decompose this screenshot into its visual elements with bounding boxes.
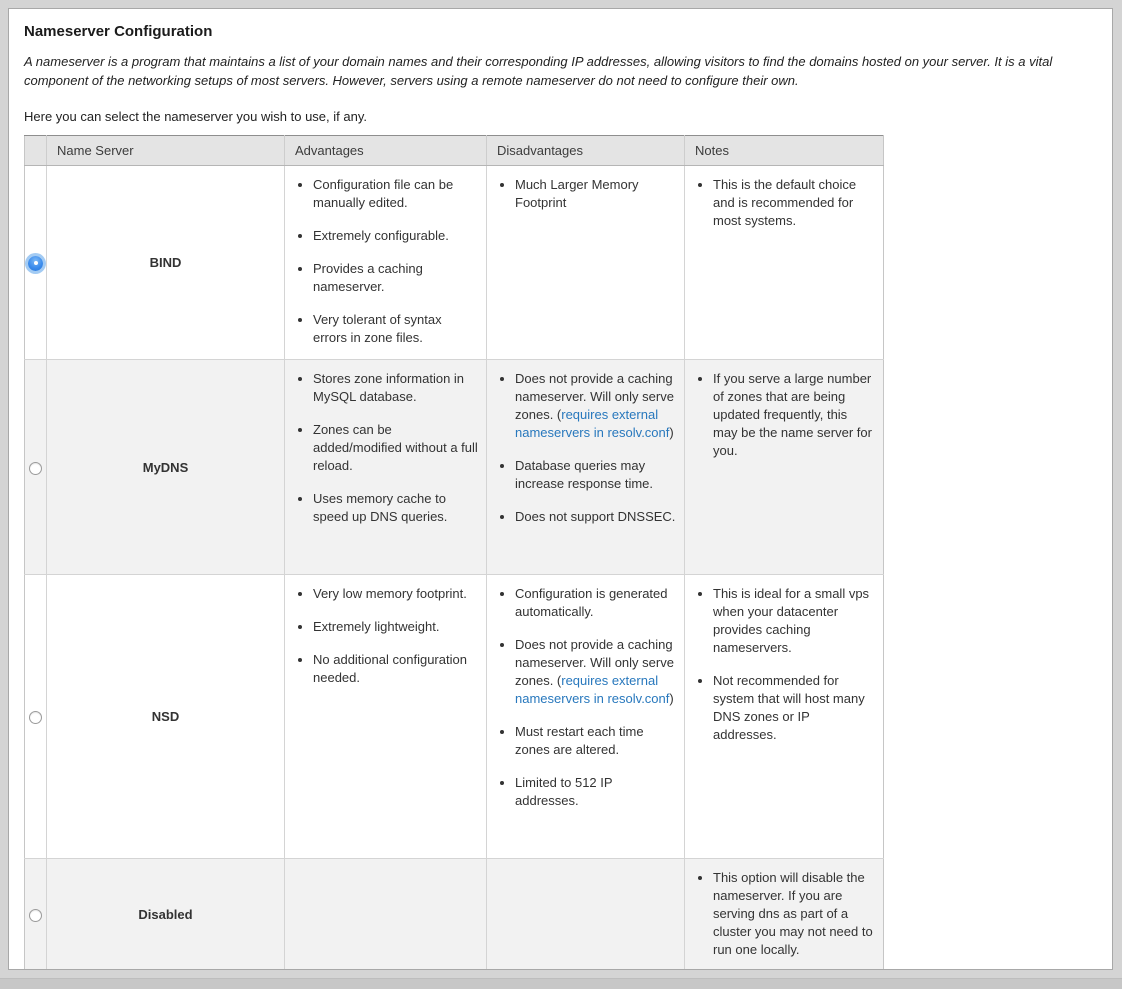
header-radio-column bbox=[25, 136, 47, 166]
advantages-cell bbox=[285, 575, 487, 859]
nameserver-table-body bbox=[25, 166, 884, 971]
resolv-conf-link[interactable]: requires external nameservers in resolv.conf bbox=[515, 673, 670, 706]
table-row bbox=[25, 575, 884, 859]
list-item: • Stores zone information in MySQL database. bbox=[313, 370, 478, 406]
list-item: • Configuration file can be manually edited. bbox=[313, 176, 478, 212]
list-item: • Must restart each time zones are altered. bbox=[515, 723, 676, 759]
notes-list bbox=[695, 869, 875, 959]
notes-cell bbox=[685, 360, 884, 575]
advantages-list bbox=[295, 585, 478, 687]
notes-list bbox=[695, 370, 875, 460]
list-item: • Very low memory footprint. bbox=[313, 585, 478, 603]
disadvantages-cell bbox=[487, 166, 685, 360]
radio-disabled[interactable] bbox=[29, 909, 42, 922]
list-item: • This is the default choice and is recommended for most systems. bbox=[713, 176, 875, 230]
advantages-list bbox=[295, 370, 478, 526]
disadvantages-list bbox=[497, 585, 676, 810]
list-item: • No additional configuration needed. bbox=[313, 651, 478, 687]
resolv-conf-link[interactable]: requires external nameservers in resolv.conf bbox=[515, 407, 670, 440]
list-item: • Database queries may increase response time. bbox=[515, 457, 676, 493]
disadvantages-cell bbox=[487, 859, 685, 971]
content-panel bbox=[8, 8, 1113, 970]
list-item: • Much Larger Memory Footprint bbox=[515, 176, 676, 212]
page-instruction: Here you can select the nameserver you wish to use, if any. bbox=[24, 109, 367, 124]
list-item: • Zones can be added/modified without a full reload. bbox=[313, 421, 478, 475]
list-item: • Does not support DNSSEC. bbox=[515, 508, 676, 526]
notes-list bbox=[695, 176, 875, 230]
notes-cell bbox=[685, 575, 884, 859]
disadvantages-list bbox=[497, 370, 676, 526]
nameserver-table bbox=[24, 135, 884, 970]
advantages-cell bbox=[285, 859, 487, 971]
notes-cell bbox=[685, 166, 884, 360]
radio-bind[interactable] bbox=[28, 256, 43, 271]
list-item: • Does not provide a caching nameserver. Will only serve zones. (requires external nameservers in resolv.conf) bbox=[515, 636, 676, 708]
disadvantages-cell bbox=[487, 360, 685, 575]
page-intro: A nameserver is a program that maintains a list of your domain names and their corresponding IP addresses, allowing visitors to find the domains hosted on your server. It is a vital component of the networking setups of most servers. However, servers using a remote nameserver do not need to configure their own. bbox=[24, 54, 1053, 88]
nameserver-name: Disabled bbox=[47, 859, 285, 971]
list-item: • Extremely configurable. bbox=[313, 227, 478, 245]
notes-cell bbox=[685, 859, 884, 971]
nameserver-name: NSD bbox=[47, 575, 285, 859]
notes-list bbox=[695, 585, 875, 744]
advantages-cell bbox=[285, 360, 487, 575]
header-disadvantages: Disadvantages bbox=[487, 136, 685, 166]
list-item: • Configuration is generated automatically. bbox=[515, 585, 676, 621]
nameserver-name: MyDNS bbox=[47, 360, 285, 575]
list-item: • If you serve a large number of zones that are being updated frequently, this may be the name server for you. bbox=[713, 370, 875, 460]
table-row bbox=[25, 859, 884, 971]
list-item: • Not recommended for system that will host many DNS zones or IP addresses. bbox=[713, 672, 875, 744]
disadvantages-cell bbox=[487, 575, 685, 859]
table-row bbox=[25, 360, 884, 575]
header-name-server: Name Server bbox=[47, 136, 285, 166]
table-header-row bbox=[25, 136, 884, 166]
disadvantages-list bbox=[497, 176, 676, 212]
list-item: • This option will disable the nameserver. If you are serving dns as part of a cluster you may not need to run one locally. bbox=[713, 869, 875, 959]
horizontal-scrollbar[interactable] bbox=[0, 978, 1122, 989]
advantages-list bbox=[295, 176, 478, 347]
advantages-cell bbox=[285, 166, 487, 360]
page-title: Nameserver Configuration bbox=[24, 23, 213, 40]
list-item: • Extremely lightweight. bbox=[313, 618, 478, 636]
radio-mydns[interactable] bbox=[29, 462, 42, 475]
radio-cell bbox=[25, 166, 47, 360]
radio-cell bbox=[25, 859, 47, 971]
list-item: • Very tolerant of syntax errors in zone files. bbox=[313, 311, 478, 347]
header-notes: Notes bbox=[685, 136, 884, 166]
list-item: • Provides a caching nameserver. bbox=[313, 260, 478, 296]
table-row bbox=[25, 166, 884, 360]
list-item: • Limited to 512 IP addresses. bbox=[515, 774, 676, 810]
list-item: • Uses memory cache to speed up DNS queries. bbox=[313, 490, 478, 526]
list-item: • Does not provide a caching nameserver. Will only serve zones. (requires external nameservers in resolv.conf) bbox=[515, 370, 676, 442]
header-advantages: Advantages bbox=[285, 136, 487, 166]
radio-cell bbox=[25, 360, 47, 575]
radio-cell bbox=[25, 575, 47, 859]
list-item: • This is ideal for a small vps when your datacenter provides caching nameservers. bbox=[713, 585, 875, 657]
radio-nsd[interactable] bbox=[29, 711, 42, 724]
nameserver-name: BIND bbox=[47, 166, 285, 360]
